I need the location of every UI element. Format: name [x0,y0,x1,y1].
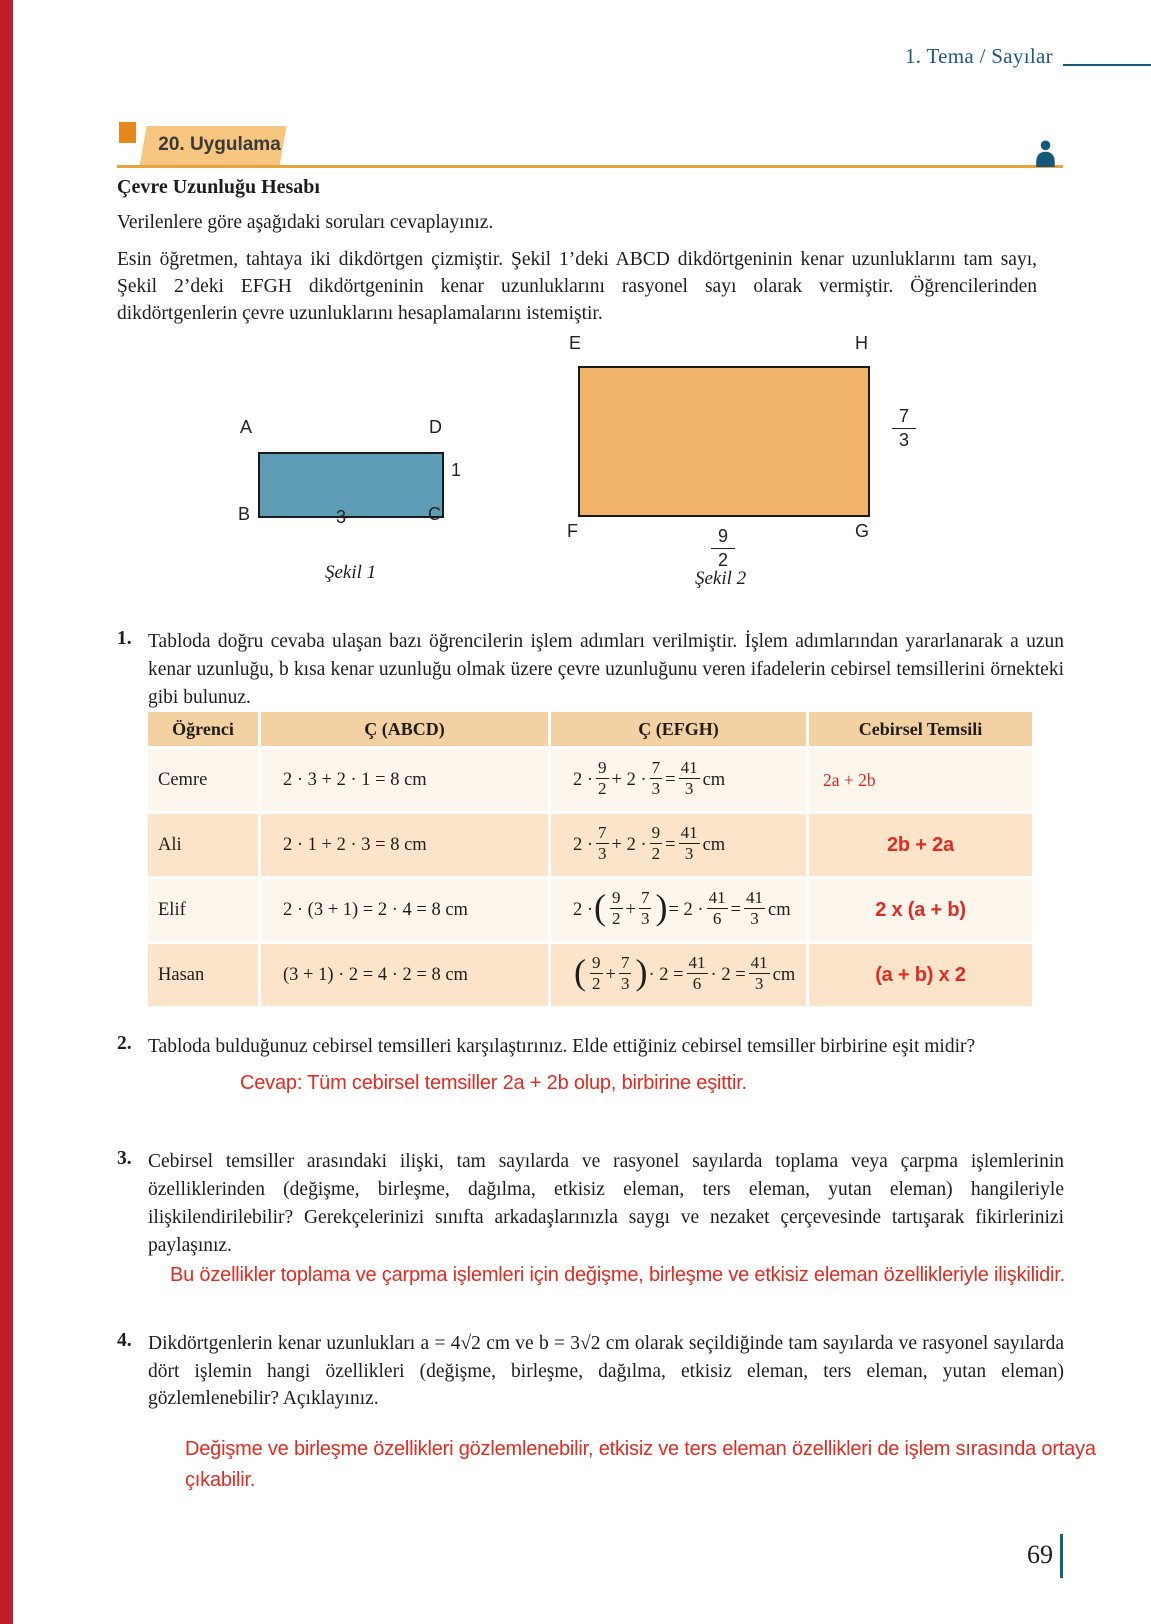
question2-text: Tabloda bulduğunuz cebirsel temsilleri karşılaştırınız. Elde ettiğiniz cebirsel temsiller birbirine eşit midir? [148,1036,976,1057]
figure2-corner-f: F [567,521,578,541]
question4-answer-handwritten: Değişme ve birleşme özellikleri gözlemlenebilir, etkisiz ve ters eleman özellikleri de işlem sırasında ortaya çıkabilir. [185,1438,1096,1491]
activity-badge [139,126,286,167]
figure2-height-numerator: 7 [892,406,916,429]
figure2-width-numerator: 9 [711,526,735,549]
table-row-efgh-calc: 2 · ( $\frac{9}{2}$ + $\frac{7}{3}$ ) = 2 · $\frac{41}{6}$ = $\frac{41}{3}$ cm [551,879,806,941]
figure2-width-denominator: 2 [717,549,728,570]
table-header-efgh: Ç (EFGH) [551,712,806,746]
figure2-height-fraction [892,406,916,450]
question4-text: Dikdörtgenlerin kenar uzunlukları a = 4√2 cm ve b = 3√2 cm olarak seçildiğinde tam sayılarda ve rasyonel sayılarda dört işlemin hangi özellikleri (değişme, birleşme, dağılma, etkisiz eleman, ters eleman, yutan eleman) gözlemlenebilir? Açıklayınız. [148,1333,1064,1409]
table-row-efgh-calc: 2 · $\frac{7}{3}$ + 2 · $\frac{9}{2}$ = $\frac{41}{3}$ cm [551,814,806,876]
table-row-algebra: 2a + 2b [809,749,1032,811]
table-row-abcd-calc: 2 · 3 + 2 · 1 = 8 cm [261,749,548,811]
table-row-efgh-calc: ( $\frac{9}{2}$ + $\frac{7}{3}$ ) · 2 = $\frac{41}{6}$ · 2 = $\frac{41}{3}$ cm [551,944,806,1006]
section-title: Çevre Uzunluğu Hesabı [117,176,320,198]
activity-badge-label: 20. Uygulama [158,134,281,155]
figure1-caption: Şekil 1 [325,562,377,583]
table-row-efgh-calc: 2 · $\frac{9}{2}$ + 2 · $\frac{7}{3}$ = $\frac{41}{3}$ cm [551,749,806,811]
section-rule [117,165,1063,168]
figure1-corner-d: D [429,417,442,437]
theme-header: 1. Tema / Sayılar [905,44,1053,68]
figure2-width-fraction [711,526,735,570]
table-header-abcd: Ç (ABCD) [261,712,548,746]
question1-number: 1. [117,628,132,649]
figure1-corner-a: A [240,417,253,437]
question3-answer-handwritten: Bu özellikler toplama ve çarpma işlemleri için değişme, birleşme ve etkisiz eleman özellikleriyle ilişkilidir. [170,1264,1065,1286]
intro-lead: Verilenlere göre aşağıdaki soruları cevaplayınız. [117,212,494,233]
question4-number: 4. [117,1330,132,1351]
figure2-corner-h: H [855,333,868,353]
theme-header-rule [1063,64,1151,66]
question3-text: Cebirsel temsiller arasındaki ilişki, tam sayılarda ve rasyonel sayılarda toplama veya çarpma işlemlerinin özelliklerinden (değişme, birleşme, dağılma, etkisiz eleman, ters eleman, yutan eleman) hangileriyle ilişkilendirilebilir? Gerekçelerinizi sınıfta arkadaşlarınızla saygı ve nezaket çerçevesinde tartışarak fikirlerinizi paylaşınız. [148,1151,1064,1256]
table-row-student-name: Hasan [148,944,258,1006]
question1-text: Tabloda doğru cevaba ulaşan bazı öğrencilerin işlem adımları verilmiştir. İşlem adımlarından yararlanarak a uzun kenar uzunluğu, b kısa kenar uzunluğu olmak üzere çevre uzunluğunu veren ifadelerin cebirsel temsillerini örnekteki gibi bulunuz. [148,631,1064,708]
figure1-height-label: 1 [451,460,462,480]
table-row-abcd-calc: 2 · 1 + 2 · 3 = 8 cm [261,814,548,876]
table-row-algebra-handwritten: (a + b) x 2 [809,944,1032,1006]
table-header-ogrenci: Öğrenci [148,712,258,746]
table-row-abcd-calc: (3 + 1) · 2 = 4 · 2 = 8 cm [261,944,548,1006]
person-icon [1035,140,1056,167]
page-edge-stripe [0,0,13,1624]
figure2-corner-g: G [855,521,870,541]
table-row-algebra-handwritten: 2b + 2a [809,814,1032,876]
figure2-caption: Şekil 2 [695,568,747,589]
question2-number: 2. [117,1033,132,1054]
table-header-cebirsel: Cebirsel Temsili [809,712,1032,746]
figure1-width-label: 3 [336,507,347,527]
page-number-rule [1060,1534,1063,1578]
figure2-height-denominator: 3 [898,429,909,450]
question2-answer-handwritten: Cevap: Tüm cebirsel temsiller 2a + 2b olup, birbirine eşittir. [240,1072,747,1094]
question3-number: 3. [117,1148,132,1169]
table-row-student-name: Ali [148,814,258,876]
intro-paragraph: Esin öğretmen, tahtaya iki dikdörtgen çizmiştir. Şekil 1’deki ABCD dikdörtgeninin kenar uzunluklarını tam sayı, Şekil 2’deki EFGH dikdörtgeninin kenar uzunluklarını rasyonel sayı olarak vermiştir. Öğrencilerinden dikdörtgenlerin çevre uzunluklarını hesaplamalarını istemiştir. [117,249,1037,324]
table-row-student-name: Elif [148,879,258,941]
table-row-abcd-calc: 2 · (3 + 1) = 2 · 4 = 8 cm [261,879,548,941]
badge-accent-square [119,122,136,143]
figure1-rectangle-abcd [258,452,444,518]
figure2-rectangle-efgh [578,366,870,517]
figure2-corner-e: E [569,333,582,353]
table-row-algebra-handwritten: 2 x (a + b) [809,879,1032,941]
figure1-corner-b: B [238,504,251,524]
figure1-corner-c: C [428,504,441,524]
table-row-student-name: Cemre [148,749,258,811]
students-table [148,712,1032,1006]
page-number: 69 [1027,1540,1053,1569]
